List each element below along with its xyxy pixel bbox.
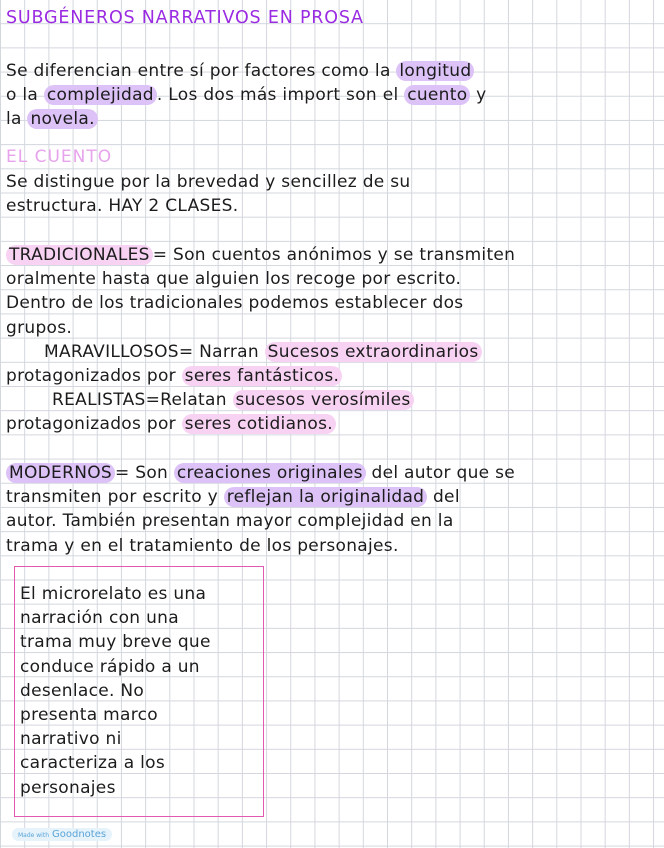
box-line: personajes	[20, 777, 116, 798]
realistas-line-1: REALISTAS=Relatan sucesos verosímiles	[6, 388, 656, 412]
cuento-line-2: estructura. HAY 2 CLASES.	[6, 196, 239, 217]
box-line: desenlace. No	[20, 680, 145, 701]
tradicionales-line-3: Dentro de los tradicionales podemos establecer dos	[6, 293, 464, 314]
microrelato-text	[20, 582, 211, 800]
tradicionales-line-2: oralmente hasta que alguien los recoge por escrito.	[6, 269, 462, 290]
intro-line-1: Se diferencian entre sí por factores como la longitud	[6, 59, 656, 83]
highlight-longitud: longitud	[396, 61, 474, 81]
tradicionales-paragraph	[6, 243, 656, 437]
highlight-novela: novela.	[27, 109, 97, 129]
modernos-line-1: MODERNOS = Son creaciones originales del autor que se	[6, 461, 656, 485]
intro-line-2: o la complejidad . Los dos más import son el cuento y	[6, 85, 487, 106]
modernos-line-4: trama y en el tratamiento de los personajes.	[6, 535, 399, 556]
box-line: trama muy breve que	[20, 632, 211, 653]
modernos-paragraph	[6, 461, 656, 558]
section-heading-cuento: EL CUENTO	[6, 147, 113, 167]
cuento-line-1: Se distingue por la brevedad y sencillez de su	[6, 172, 411, 192]
maravillosos-line-1: MARAVILLOSOS= Narran Sucesos extraordinarios	[6, 340, 656, 364]
maravillosos-line-2: protagonizados por seres fantásticos.	[6, 364, 656, 388]
box-line: conduce rápido a un	[20, 656, 200, 677]
highlight-seres-fantasticos: seres fantásticos.	[182, 366, 343, 386]
intro-line-3: la novela.	[6, 107, 656, 131]
cuento-paragraph	[6, 170, 656, 218]
modernos-line-3: autor. También presentan mayor complejidad en la	[6, 511, 454, 532]
highlight-modernos: MODERNOS	[6, 463, 115, 483]
page-title: SUBGÉNEROS NARRATIVOS EN PROSA	[6, 8, 364, 28]
box-line: narrativo ni	[20, 729, 122, 750]
made-with-label: Made with	[18, 832, 49, 839]
tradicionales-line-1: TRADICIONALES = Son cuentos anónimos y se transmiten	[6, 243, 656, 267]
highlight-complejidad: complejidad	[44, 85, 157, 105]
tradicionales-line-4: grupos.	[6, 317, 73, 338]
box-line: presenta marco	[20, 705, 158, 726]
highlight-seres-cotidianos: seres cotidianos.	[182, 414, 336, 434]
goodnotes-badge[interactable]	[12, 828, 112, 841]
box-line: narración con una	[20, 608, 179, 629]
highlight-creaciones-originales: creaciones originales	[174, 463, 366, 483]
highlight-sucesos-verosimiles: sucesos verosímiles	[233, 390, 414, 410]
goodnotes-brand: Goodnotes	[52, 829, 107, 840]
box-line: caracteriza a los	[20, 753, 166, 774]
highlight-sucesos-extraordinarios: Sucesos extraordinarios	[265, 342, 482, 362]
highlight-tradicionales: TRADICIONALES	[6, 245, 153, 265]
intro-paragraph	[6, 59, 656, 132]
realistas-line-2: protagonizados por seres cotidianos.	[6, 412, 656, 436]
modernos-line-2: transmiten por escrito y reflejan la originalidad del	[6, 487, 460, 508]
highlight-cuento: cuento	[404, 85, 470, 105]
box-line: El microrelato es una	[20, 584, 207, 604]
highlight-reflejan-originalidad: reflejan la originalidad	[224, 487, 428, 507]
